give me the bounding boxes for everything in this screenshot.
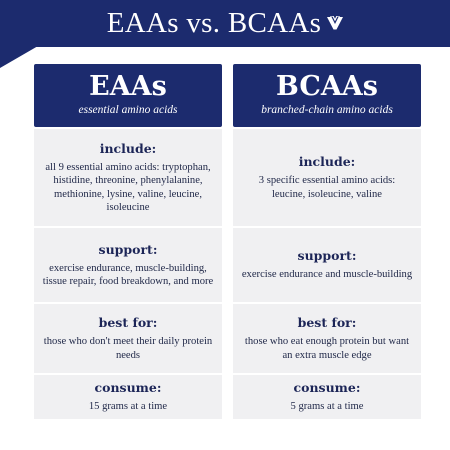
eaas-subtitle: essential amino acids <box>78 104 178 116</box>
bcaas-include-label: include: <box>298 154 356 169</box>
bcaas-support-text: exercise endurance and muscle-building <box>241 269 413 281</box>
eaas-title: EAAs <box>89 71 167 102</box>
eaas-header <box>34 64 222 127</box>
bcaas-support-label: support: <box>297 248 357 264</box>
bcaas-consume-label: consume: <box>293 380 361 396</box>
bcaas-title: BCAAs <box>276 71 378 102</box>
bcaas-subtitle: branched-chain amino acids <box>261 104 393 116</box>
eaas-consume-cell <box>34 375 222 419</box>
page-title-text: EAAs vs. BCAAs <box>106 7 322 39</box>
bcaas-best-for-text: those who eat enough protein but want an extra muscle edge <box>244 336 410 361</box>
bcaas-include-text: 3 specific essential amino acids: leucine, isoleucine, valine <box>258 175 396 200</box>
eaas-include-label: include: <box>99 140 157 156</box>
page-title <box>0 6 450 40</box>
eaas-column <box>34 64 222 413</box>
bcaas-header <box>233 64 421 127</box>
eaas-include-text: all 9 essential amino acids: tryptophan, histidine, threonine, phenylalanine, methionine, lysine, valine, leucine, isoleucine <box>45 161 211 213</box>
eaas-best-for-cell <box>34 304 222 373</box>
bcaas-consume-text: 5 grams at a time <box>290 401 364 413</box>
eaas-consume-text: 15 grams at a time <box>88 401 168 413</box>
eaas-support-cell <box>34 228 222 302</box>
bcaas-best-for-label: best for: <box>297 315 357 330</box>
bcaas-include-cell <box>233 129 421 226</box>
eaas-best-for-label: best for: <box>98 315 158 330</box>
eaas-support-text: exercise endurance, muscle-building, tissue repair, food breakdown, and more <box>42 262 214 287</box>
banner-notch <box>0 46 38 68</box>
eaas-include-cell <box>34 129 222 226</box>
bcaas-column <box>233 64 421 413</box>
bcaas-support-cell <box>233 228 421 302</box>
brand-logo-icon <box>327 16 343 30</box>
bcaas-best-for-cell <box>233 304 421 373</box>
eaas-consume-label: consume: <box>94 380 162 396</box>
eaas-best-for-text: those who don't meet their daily protein needs <box>43 336 213 361</box>
eaas-support-label: support: <box>98 241 158 257</box>
bcaas-consume-cell <box>233 375 421 419</box>
